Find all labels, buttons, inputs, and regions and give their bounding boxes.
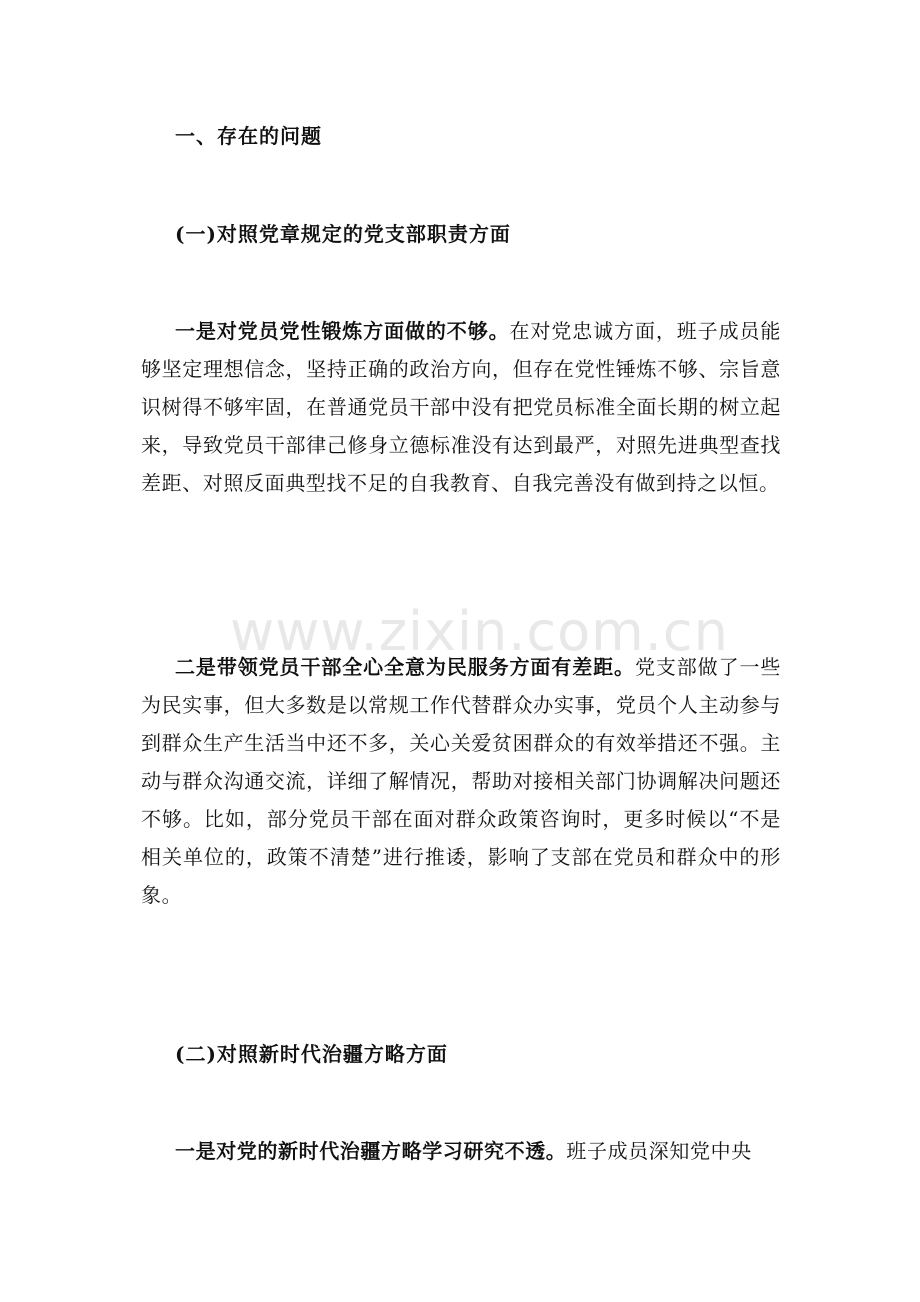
- subsection-heading-1: (一)对照党章规定的党支部职责方面: [175, 222, 511, 246]
- watermark: www.zixin.com.cn: [230, 600, 729, 663]
- paragraph-3-body: 班子成员深知党中央: [566, 1139, 752, 1163]
- paragraph-2-lead: 二是带领党员干部全心全意为民服务方面有差距。: [175, 655, 635, 679]
- paragraph-2-body: 党支部做了一些为民实事，但大多数是以常规工作代替群众办实事，党员个人主动参与到群众生产生活当中还不多，关心关爱贫困群众的有效举措还不强。主动与群众沟通交流，详细了解情况，帮助对接相关部门协调解决问题还不够。比如，部分党员干部在面对群众政策咨询时，更多时候以“不是相关单位的，政策不清楚”进行推诿，影响了支部在党员和群众中的形象。: [141, 655, 781, 907]
- paragraph-3-lead: 一是对党的新时代治疆方略学习研究不透。: [175, 1139, 567, 1163]
- paragraph-1-body: 在对党忠诚方面，班子成员能够坚定理想信念，坚持正确的政治方向，但存在党性锤炼不够、宗旨意识树得不够牢固，在普通党员干部中没有把党员标准全面长期的树立起来，导致党员干部律己修身立德标准没有达到最严，对照先进典型查找差距、对照反面典型找不足的自我教育、自我完善没有做到持之以恒。: [141, 319, 781, 495]
- paragraph-1: [141, 312, 781, 502]
- paragraph-1-lead: 一是对党员党性锻炼方面做的不够。: [175, 319, 510, 343]
- paragraph-3: [141, 1132, 781, 1170]
- paragraph-2: [141, 648, 781, 914]
- subsection-heading-2: (二)对照新时代治疆方略方面: [175, 1042, 448, 1066]
- section-heading: 一、存在的问题: [175, 124, 322, 148]
